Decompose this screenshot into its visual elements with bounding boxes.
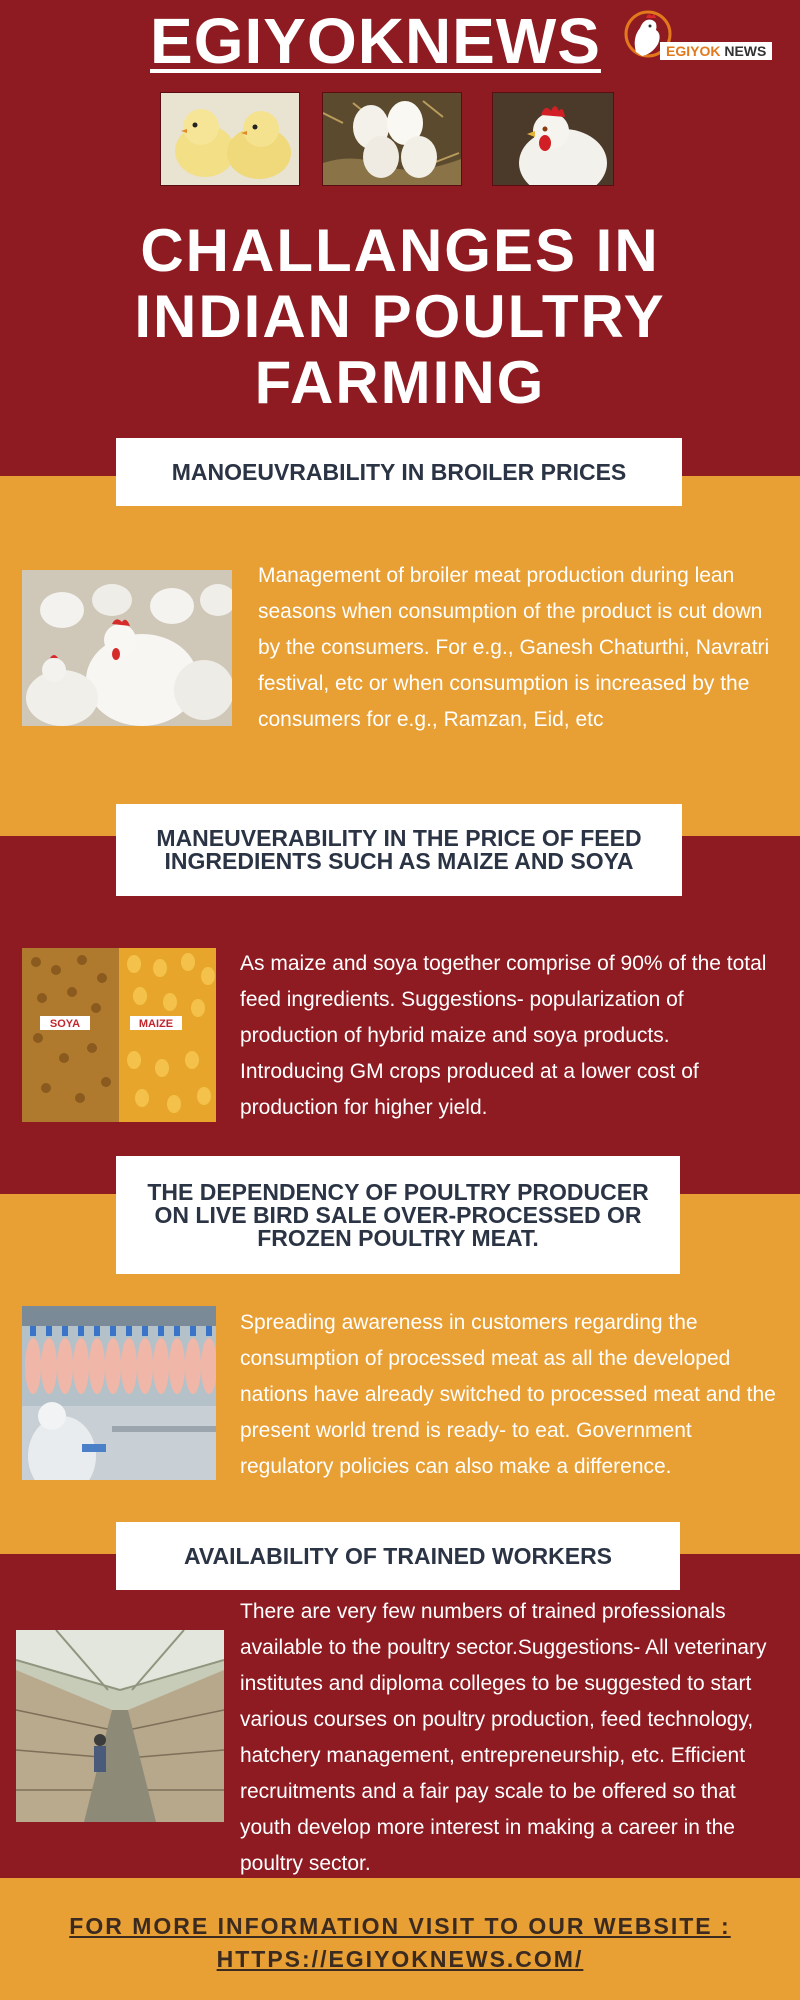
processing-plant-image [22,1306,216,1480]
section-4-text: There are very few numbers of trained professionals available to the poultry sector.Suggestions- All veterinary institutes and diploma colleges to be suggested to start various courses on poultry production, feed technology, hatchery management, entrepreneurship, etc. Efficient recruitments and a fair pay scale to be offered so that youth develop more interest in making a career in the poultry sector. [240,1600,767,1875]
egiyok-logo[interactable] [622,8,788,64]
maize-label: MAIZE [138,1018,174,1030]
section-1-heading: MANOEUVRABILITY IN BROILER PRICES [116,438,682,506]
hen-image [492,92,614,186]
chicks-image [160,92,300,186]
section-2-text: As maize and soya together comprise of 90% of the total feed ingredients. Suggestions- popularization of production of hybrid maize and soya products. Introducing GM crops produced at a lower cost of production for higher yield. [240,952,767,1119]
logo-text-egiyok: EGIYOK [666,43,721,59]
logo-text-news: NEWS [724,43,767,59]
section-1-text: Management of broiler meat production during lean seasons when consumption of the product is cut down by the consumers. For e.g., Ganesh Chaturthi, Navratri festival, etc or when consumption is increased by the consumers for e.g., Ramzan, Eid, etc [258,564,770,731]
poultry-farm-image [16,1630,224,1822]
broiler-chickens-image [22,570,232,726]
soya-maize-image [22,948,216,1122]
footer-cta[interactable] [40,1910,760,1976]
section-3-text: Spreading awareness in customers regarding the consumption of processed meat as all the developed nations have already switched to processed meat and the present world trend is ready- to eat. Government regulatory policies can also make a difference. [240,1311,776,1478]
website-link[interactable]: HTTPS://EGIYOKNEWS.COM/ [216,1946,584,1972]
section-4-heading: AVAILABILITY OF TRAINED WORKERS [116,1522,680,1590]
eggs-image [322,92,462,186]
main-title: CHALLANGES IN INDIAN POULTRY FARMING [134,217,666,416]
section-2-heading: MANEUVERABILITY IN THE PRICE OF FEED INGREDIENTS SUCH AS MAIZE AND SOYA [116,804,682,896]
soya-label: SOYA [49,1018,81,1030]
footer-line-1: FOR MORE INFORMATION VISIT TO OUR WEBSITE : [69,1913,731,1939]
brand-title[interactable]: EGIYOKNEWS [150,5,601,77]
section-3-heading: THE DEPENDENCY OF POULTRY PRODUCER ON LIVE BIRD SALE OVER-PROCESSED OR FROZEN POULTRY MEAT. [116,1156,680,1274]
logo-badge [660,42,772,60]
